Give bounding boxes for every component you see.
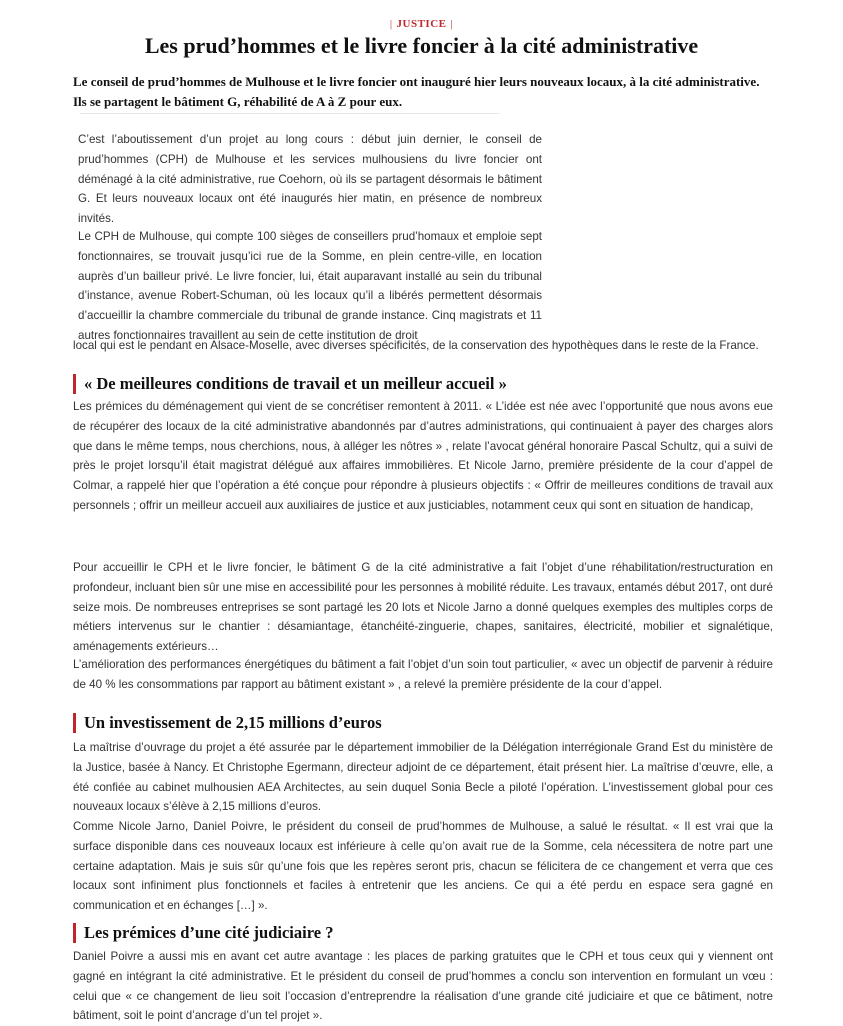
paragraph-3: Les prémices du déménagement qui vient de se concrétiser remontent à 2011. « L’idée est née avec l’opportunité que nous avons eue de récupérer des locaux de la cité administrative abandonnés par d’autres administrations, qui continuaient à payer des charges alors que dans le même temps, nous cherchions, nous, à alléger les nôtres » , relate l’avocat général honoraire Pascal Schultz, qui a suivi de près le projet lorsqu’il était magistrat délégué aux affaires immobilières. Et Nicole Jarno, première présidente de la cour d’appel de Colmar, a rappelé hier que l’opération a été conçue pour répondre à plusieurs objectifs : « Offrir de meilleures conditions de travail aux personnels ; offrir un meilleur accueil aux auxiliaires de justice et aux justiciables, notamment ceux qui sont en situation de handicap, [73,400,773,512]
kicker-bar-right: | [450,18,454,30]
paragraph-4: Pour accueillir le CPH et le livre foncier, le bâtiment G de la cité administrative a fait l’objet d’une réhabilitation/restructuration en profondeur, incluant bien sûr une mise en accessibilité pour les personnes à mobilité réduite. Les travaux, entamés début 2017, ont duré seize mois. De nombreuses entreprises se sont partagé les 20 lots et Nicole Jarno a donné quelques exemples des multiples corps de métiers intervenus sur le chantier : désamiantage, étanchéité-zinguerie, chapes, sanitaires, électricité, mobilier et signalétique, aménagements extérieurs… [73,561,773,654]
paragraph-1: C’est l’aboutissement d’un projet au long cours : début juin dernier, le conseil de prud’hommes (CPH) de Mulhouse et les services mulhousiens du livre foncier ont déménagé à la cité administrative, rue Coehorn, où ils se partagent désormais le bâtiment G. Et leurs nouveaux locaux ont été inaugurés hier matin, en présence de nombreux invités. [78,133,542,226]
kicker-label: JUSTICE [396,18,447,30]
subheading-conditions: « De meilleures conditions de travail et un meilleur accueil » [73,374,507,394]
article-title: Les prud’hommes et le livre foncier à la cité administrative [144,33,699,58]
kicker-bar-left: | [389,18,393,30]
divider [80,113,500,114]
subheading-judicial-city: Les prémices d’une cité judiciaire ? [73,923,333,943]
paragraph-2: Le CPH de Mulhouse, qui compte 100 sièges de conseillers prud’homaux et emploie sept fonctionnaires, se trouvait jusqu’ici rue de la Somme, en plein centre-ville, en location auprès d’un bailleur privé. Le livre foncier, lui, était auparavant installé au sein du tribunal d’instance, avenue Robert-Schuman, où les locaux qu’il a libérés permettent désormais d’accueillir la chambre commerciale du tribunal de grande instance. Cinq magistrats et 11 autres fonctionnaires travaillent au sein de cette institution de droit [78,230,542,342]
article-lead: Le conseil de prud’hommes de Mulhouse et le livre foncier ont inauguré hier leurs nouveaux locaux, à la cité administrative. Ils se partagent le bâtiment G, réhabilité de A à Z pour eux. [73,74,760,109]
paragraph-7: Comme Nicole Jarno, Daniel Poivre, le président du conseil de prud’hommes de Mulhouse, a salué le résultat. « Il est vrai que la surface disponible dans ces nouveaux locaux est inférieure à celle qu’on avait rue de la Somme, cela nécessitera de notre part une certaine adaptation. Mais je suis sûr qu’une fois que les repères seront pris, chacun se félicitera de ce changement et verra que ces locaux sont infiniment plus fonctionnels et faciles à entretenir que les anciens. Ce qui a été perdu en espace sera gagné en communication et en échanges […] ». [73,820,773,913]
paragraph-6: La maîtrise d’ouvrage du projet a été assurée par le département immobilier de la Délégation interrégionale Grand Est du ministère de la Justice, basée à Nancy. Et Christophe Egermann, directeur adjoint de ce département, était présent hier. La maîtrise d’œuvre, elle, a été confiée au cabinet mulhousien AEA Architectes, au sein duquel Sonia Becle a piloté l’opération. L’investissement global pour ces nouveaux locaux s’élève à 2,15 millions d’euros. [73,741,773,814]
section-kicker [0,18,843,30]
subheading-investment: Un investissement de 2,15 millions d’euros [73,713,382,733]
paragraph-2-end: local qui est le pendant en Alsace-Moselle, avec diverses spécificités, de la conservation des hypothèques dans le reste de la France. [73,339,759,352]
paragraph-8: Daniel Poivre a aussi mis en avant cet autre avantage : les places de parking gratuites que le CPH et tous ceux qui y viennent ont gagné en intégrant la cité administrative. Et le président du conseil de prud’hommes a conclu son intervention en formulant un vœu : celui que « ce changement de lieu soit l’occasion d’entreprendre la réalisation d’une grande cité judiciaire et que ce bâtiment, notre bâtiment, soit le point d’ancrage d’un tel projet ». [73,950,773,1023]
paragraph-5: L’amélioration des performances énergétiques du bâtiment a fait l’objet d’un soin tout particulier, « avec un objectif de parvenir à réduire de 40 % les consommations par rapport au bâtiment existant » , a relevé la première présidente de la cour d’appel. [73,658,773,691]
